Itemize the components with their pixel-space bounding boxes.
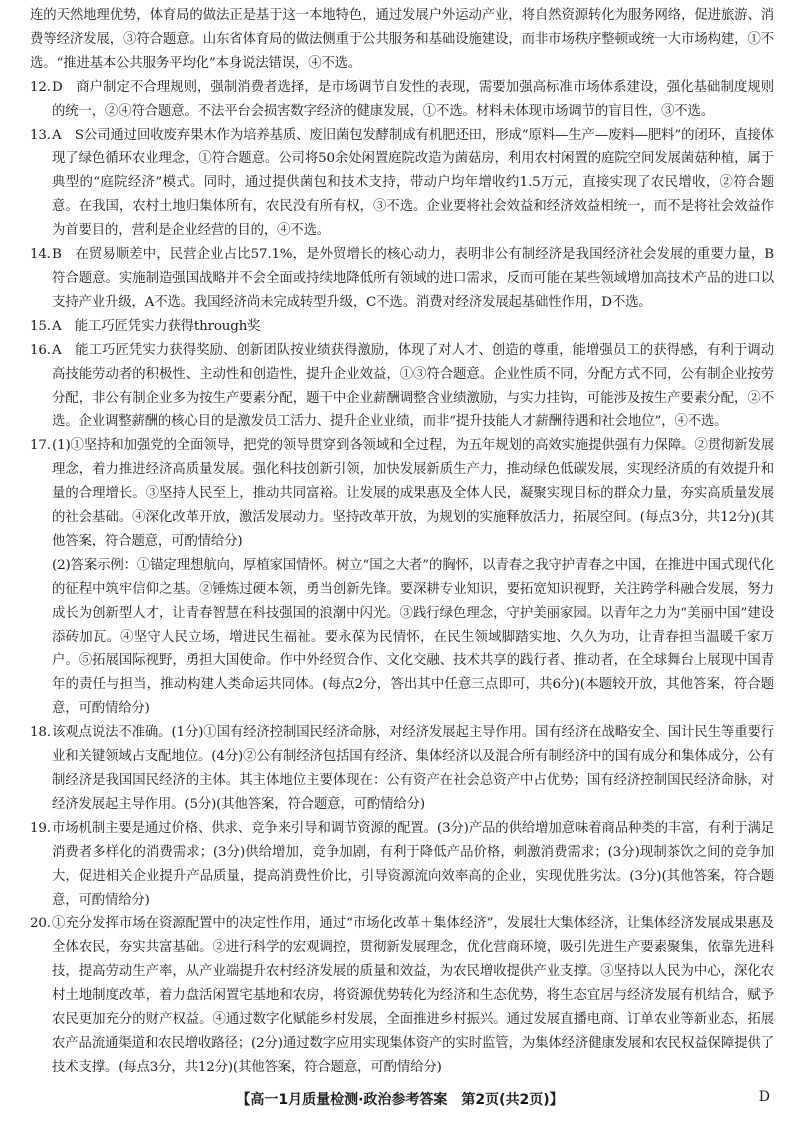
question-number: 16. [30, 342, 51, 358]
answer-text: ①充分发挥市场在资源配置中的决定性作用，通过“市场化改革＋集体经济”，发展壮大集体经济，让集体经济发展成果惠及全体农民，夯实共富基础。②进行科学的宏观调控，贯彻新发展理念，优化营商环境，吸引先进生产要素聚集，依靠先进科技，提高劳动生产率，从产业端提升农村经济发展的质量和效益，为农民增收提供产业支撑。③坚持以人民为中心，深化农村土地制度改革，着力盘活闲置宅基地和农房，将资源优势转化为经济和生态优势，将生态宜居与经济发展有机结合，赋予农民更加充分的财产权益。④通过数字化赋能乡村发展，全面推进乡村振兴。通过发展直播电商、订单农业等新业态，拓展农产品流通渠道和农民增收路径；(2分)通过数字应用实现集体资产的实时监管，为集体经济健康发展和农民权益保障提供了技术支撑。(每点3分，共12分)(其他答案，符合题意，可酌情给分) [52, 916, 774, 1075]
answer-text: 该观点说法不准确。(1分)①国有经济控制国民经济命脉，对经济发展起主导作用。国有经济在战略安全、国计民生等重要行业和关键领域占支配地位。(4分)②公有制经济包括国有经济、集体经济以及混合所有制经济中的国有成分和集体成分，公有制经济是我国国民经济的主体。其主体地位主要体现在：公有资产在社会总资产中占优势；国有经济控制国民经济命脉，对经济发展起主导作用。(5分)(其他答案，符合题意，可酌情给分) [52, 725, 774, 812]
answer-text: (1)①坚持和加强党的全面领导，把党的领导贯穿到各领域和全过程，为五年规划的高效实施提供强有力保障。②贯彻新发展理念，着力推进经济高质量发展。强化科技创新引领，加快发展新质生产力，推动绿色低碳发展，实现经济质的有效提升和量的合理增长。③坚持人民至上，推动共同富裕。让发展的成果惠及全体人民，凝聚实现目标的群众力量，夯实高质量发展的社会基础。④深化改革开放，激活发展动力。坚持改革开放，为规划的实施释放活力，拓展空间。(每点3分，共12分)(其他答案，符合题意，可酌情给分) [52, 438, 774, 549]
answer-text: B 在贸易顺差中，民营企业占比57.1%，是外贸增长的核心动力，表明非公有制经济是我国经济社会发展的重要力量，B符合题意。实施制造强国战略并不会全面或持续地降低所有领域的进口需求，反而可能在某些领域增加高技术产品的进口以支持产业升级，A不选。我国经济尚未完成转型升级，C不选。消费对经济发展起基础性作用，D不选。 [52, 247, 774, 310]
paper-code: D [758, 1089, 770, 1105]
question-number: 19. [30, 820, 51, 836]
answer-text: A 能工巧匠凭实力获得奖励、创新团队按业绩获得激励，体现了对人才、创造的尊重，能增强员工的获得感，有利于调动高技能劳动者的积极性、主动性和创造性，提升企业效益，①③符合题意。企业性质不同，分配方式不同，公有制企业按劳分配，非公有制企业多为按生产要素分配，题干中企业薪酬调整含业绩激励，与实力挂钩，可能涉及按生产要素分配，②不选。企业调整薪酬的核心目的是激发员工活力、提升企业业绩，而非“提升技能人才薪酬待遇和社会地位”，④不选。 [52, 342, 774, 430]
answer-item [30, 124, 774, 244]
page-footer [0, 1089, 800, 1109]
question-number: 17. [30, 438, 51, 454]
answer-subpart: (2)答案示例：①锚定理想航向，厚植家国情怀。树立“国之大者”的胸怀，以青春之我守护青春之中国，在推进中国式现代化的征程中筑牢信仰之基。②锤炼过硬本领，勇当创新先锋。要深耕专业知识，要拓宽知识视野，关注跨学科融合发展，努力成长为创新型人才，让青春智慧在科技强国的浪潮中闪光。③践行绿色理念，守护美丽家园。以青年之力为“美丽中国”建设添砖加瓦。④坚守人民立场，增进民生福祉。要永葆为民情怀，在民生领域脚踏实地、久久为功，让青春担当温暖千家万户。⑤拓展国际视野，勇担大国使命。作中外经贸合作、文化交融、技术共享的践行者、推动者，在全球舞台上展现中国青年的责任与担当，推动构建人类命运共同体。(每点2分，答出其中任意三点即可，共6分)(本题较开放，其他答案，符合题意，可酌情给分) [52, 557, 774, 717]
answer-item [30, 912, 774, 1079]
lead-paragraph: 连的天然地理优势，体育局的做法正是基于这一本地特色，通过发展户外运动产业，将自然资源转化为服务网络，促进旅游、消费等经济发展，③符合题意。山东省体育局的做法侧重于公共服务和基础设施建设，而非市场秩序整顿或统一大市场构建，①不选。“推进基本公共服务平均化”本身说法错误，④不选。 [30, 8, 774, 71]
answer-text: A S公司通过回收废弃果木作为培养基质、废旧菌包发酵制成有机肥还田，形成“原料—生产—废料—肥料”的闭环，直接体现了绿色循环农业理念，①符合题意。公司将50余处闲置庭院改造为菌菇房，利用农村闲置的庭院空间发展菌菇种植，属于典型的“庭院经济”模式。同时，通过提供菌包和技术支持，带动户均年增收约1.5万元，直接实现了农民增收，②符合题意。在我国，农村土地归集体所有，农民没有所有权，③不选。企业要将社会效益和经济效益相统一，而不是将社会效益作为首要目的，营利是企业经营的目的，④不选。 [52, 127, 774, 239]
answer-text: 市场机制主要是通过价格、供求、竞争来引导和调节资源的配置。(3分)产品的供给增加意味着商品种类的丰富，有利于满足消费者多样化的消费需求；(3分)供给增加，竞争加剧，有利于降低产品价格，刺激消费需求；(3分)现制茶饮之间的竞争加大，促进相关企业提升产品质量，提高消费性价比，引导资源流向效率高的企业，实现优胜劣汰。(3分)(其他答案，符合题意，可酌情给分) [52, 820, 774, 908]
answer-item [30, 817, 774, 913]
answer-text: D 商户制定不合理规则，强制消费者选择，是市场调节自发性的表现，需要加强高标准市场体系建设，强化基础制度规则的统一，②④符合题意。不法平台会损害数字经济的健康发展，①不选。材料未体现市场调节的盲目性，③不选。 [52, 79, 774, 119]
footer-title: 【高一1月质量检测·政治参考答案 第2页(共2页)】 [236, 1092, 564, 1108]
answer-list [30, 76, 774, 1080]
answer-item [30, 339, 774, 435]
question-number: 20. [30, 916, 51, 932]
question-number: 18. [30, 725, 51, 741]
answer-text: A 能工巧匠凭实力获得through奖 [52, 318, 261, 334]
question-number: 13. [30, 127, 51, 143]
answer-item [30, 721, 774, 817]
answer-item [30, 76, 774, 124]
question-number: 12. [30, 79, 51, 95]
question-number: 14. [30, 247, 51, 263]
question-number: 15. [30, 318, 51, 334]
answer-item [30, 315, 774, 339]
answer-sheet [30, 4, 774, 1080]
answer-item [30, 243, 774, 315]
answer-item [30, 434, 774, 721]
